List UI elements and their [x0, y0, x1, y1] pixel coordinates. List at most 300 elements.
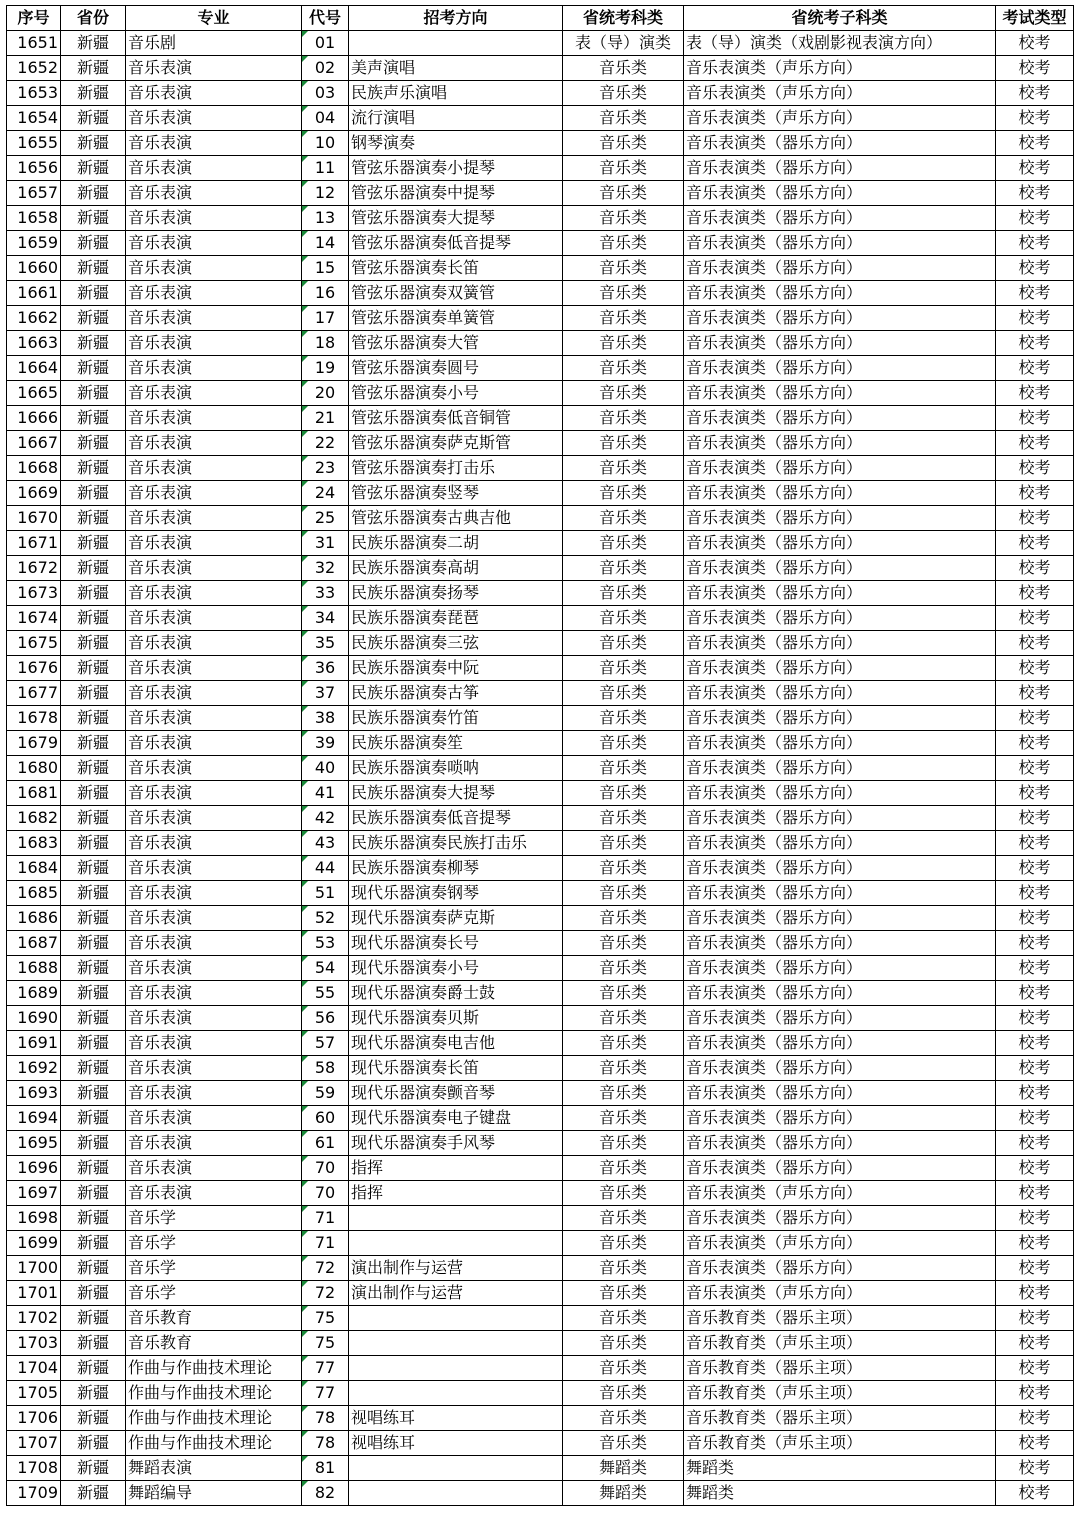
cell-major: 音乐表演 [126, 706, 302, 731]
cell-direction: 管弦乐器演奏低音提琴 [349, 231, 563, 256]
cell-major: 音乐表演 [126, 881, 302, 906]
cell-direction [349, 1206, 563, 1231]
cell-category: 音乐类 [563, 981, 684, 1006]
cell-major: 作曲与作曲技术理论 [126, 1431, 302, 1456]
cell-exam-type: 校考 [996, 1481, 1074, 1506]
cell-subcategory: 音乐表演类（器乐方向） [684, 1206, 996, 1231]
cell-subcategory: 音乐表演类（声乐方向） [684, 56, 996, 81]
cell-index: 1673 [7, 581, 61, 606]
cell-code: 21 [302, 406, 349, 431]
cell-index: 1669 [7, 481, 61, 506]
cell-direction: 指挥 [349, 1181, 563, 1206]
cell-province: 新疆 [61, 1156, 126, 1181]
cell-index: 1662 [7, 306, 61, 331]
cell-exam-type: 校考 [996, 1256, 1074, 1281]
cell-category: 音乐类 [563, 1131, 684, 1156]
cell-province: 新疆 [61, 981, 126, 1006]
cell-province: 新疆 [61, 1381, 126, 1406]
cell-major: 音乐表演 [126, 956, 302, 981]
cell-direction [349, 1481, 563, 1506]
cell-direction: 现代乐器演奏长笛 [349, 1056, 563, 1081]
table-row [7, 1106, 1074, 1131]
cell-code: 32 [302, 556, 349, 581]
cell-subcategory: 音乐教育类（器乐主项） [684, 1406, 996, 1431]
table-row [7, 706, 1074, 731]
cell-direction: 管弦乐器演奏打击乐 [349, 456, 563, 481]
cell-exam-type: 校考 [996, 1156, 1074, 1181]
cell-subcategory: 音乐表演类（器乐方向） [684, 1256, 996, 1281]
cell-province: 新疆 [61, 456, 126, 481]
table-row [7, 31, 1074, 56]
cell-direction: 流行演唱 [349, 106, 563, 131]
cell-subcategory: 音乐表演类（器乐方向） [684, 206, 996, 231]
cell-category: 音乐类 [563, 1056, 684, 1081]
cell-code: 75 [302, 1331, 349, 1356]
cell-code: 20 [302, 381, 349, 406]
cell-province: 新疆 [61, 881, 126, 906]
cell-exam-type: 校考 [996, 1456, 1074, 1481]
table-row [7, 106, 1074, 131]
cell-category: 音乐类 [563, 281, 684, 306]
cell-major: 音乐表演 [126, 456, 302, 481]
table-row [7, 1456, 1074, 1481]
cell-index: 1694 [7, 1106, 61, 1131]
cell-category: 音乐类 [563, 531, 684, 556]
table-row [7, 656, 1074, 681]
cell-code: 04 [302, 106, 349, 131]
cell-direction: 民族乐器演奏古筝 [349, 681, 563, 706]
cell-province: 新疆 [61, 231, 126, 256]
table-row [7, 181, 1074, 206]
cell-exam-type: 校考 [996, 656, 1074, 681]
cell-index: 1679 [7, 731, 61, 756]
cell-code: 35 [302, 631, 349, 656]
cell-subcategory: 音乐表演类（器乐方向） [684, 231, 996, 256]
table-row [7, 581, 1074, 606]
cell-subcategory: 音乐表演类（器乐方向） [684, 1106, 996, 1131]
cell-category: 音乐类 [563, 781, 684, 806]
cell-code: 70 [302, 1181, 349, 1206]
cell-subcategory: 音乐表演类（器乐方向） [684, 931, 996, 956]
cell-category: 音乐类 [563, 181, 684, 206]
cell-province: 新疆 [61, 856, 126, 881]
cell-direction: 民族乐器演奏三弦 [349, 631, 563, 656]
table-row [7, 1406, 1074, 1431]
cell-major: 音乐表演 [126, 306, 302, 331]
cell-code: 17 [302, 306, 349, 331]
table-row [7, 1231, 1074, 1256]
cell-category: 音乐类 [563, 606, 684, 631]
cell-direction: 现代乐器演奏钢琴 [349, 881, 563, 906]
cell-category: 音乐类 [563, 706, 684, 731]
cell-index: 1682 [7, 806, 61, 831]
cell-index: 1668 [7, 456, 61, 481]
cell-province: 新疆 [61, 281, 126, 306]
cell-exam-type: 校考 [996, 731, 1074, 756]
cell-province: 新疆 [61, 1181, 126, 1206]
cell-province: 新疆 [61, 1256, 126, 1281]
cell-index: 1701 [7, 1281, 61, 1306]
table-row [7, 381, 1074, 406]
cell-province: 新疆 [61, 81, 126, 106]
cell-index: 1706 [7, 1406, 61, 1431]
cell-major: 音乐表演 [126, 356, 302, 381]
cell-index: 1677 [7, 681, 61, 706]
cell-exam-type: 校考 [996, 1081, 1074, 1106]
cell-code: 14 [302, 231, 349, 256]
cell-subcategory: 音乐表演类（声乐方向） [684, 1181, 996, 1206]
cell-province: 新疆 [61, 1281, 126, 1306]
table-row [7, 1306, 1074, 1331]
cell-code: 36 [302, 656, 349, 681]
cell-code: 71 [302, 1206, 349, 1231]
cell-major: 音乐表演 [126, 506, 302, 531]
cell-category: 音乐类 [563, 1231, 684, 1256]
cell-direction [349, 1456, 563, 1481]
cell-code: 58 [302, 1056, 349, 1081]
table-row [7, 1131, 1074, 1156]
cell-subcategory: 音乐表演类（器乐方向） [684, 306, 996, 331]
cell-province: 新疆 [61, 1131, 126, 1156]
cell-major: 音乐表演 [126, 731, 302, 756]
cell-province: 新疆 [61, 656, 126, 681]
cell-code: 44 [302, 856, 349, 881]
cell-code: 03 [302, 81, 349, 106]
cell-subcategory: 音乐表演类（器乐方向） [684, 756, 996, 781]
cell-province: 新疆 [61, 106, 126, 131]
cell-category: 音乐类 [563, 656, 684, 681]
cell-exam-type: 校考 [996, 1131, 1074, 1156]
cell-subcategory: 音乐表演类（器乐方向） [684, 506, 996, 531]
table-row [7, 281, 1074, 306]
cell-major: 音乐表演 [126, 631, 302, 656]
cell-index: 1657 [7, 181, 61, 206]
cell-major: 音乐学 [126, 1256, 302, 1281]
cell-province: 新疆 [61, 156, 126, 181]
cell-index: 1675 [7, 631, 61, 656]
table-row [7, 1281, 1074, 1306]
table-row [7, 856, 1074, 881]
cell-province: 新疆 [61, 506, 126, 531]
cell-code: 18 [302, 331, 349, 356]
cell-exam-type: 校考 [996, 531, 1074, 556]
cell-province: 新疆 [61, 306, 126, 331]
cell-direction: 民族乐器演奏竹笛 [349, 706, 563, 731]
cell-major: 音乐表演 [126, 1006, 302, 1031]
header-category: 省统考科类 [563, 6, 684, 31]
cell-subcategory: 音乐表演类（声乐方向） [684, 1281, 996, 1306]
cell-direction: 管弦乐器演奏双簧管 [349, 281, 563, 306]
table-row [7, 1156, 1074, 1181]
cell-subcategory: 音乐表演类（器乐方向） [684, 381, 996, 406]
cell-category: 音乐类 [563, 1181, 684, 1206]
cell-code: 60 [302, 1106, 349, 1131]
cell-major: 音乐表演 [126, 1081, 302, 1106]
cell-exam-type: 校考 [996, 1031, 1074, 1056]
cell-index: 1689 [7, 981, 61, 1006]
cell-category: 音乐类 [563, 1081, 684, 1106]
cell-subcategory: 音乐表演类（器乐方向） [684, 1031, 996, 1056]
cell-province: 新疆 [61, 1306, 126, 1331]
table-row [7, 681, 1074, 706]
cell-code: 41 [302, 781, 349, 806]
cell-category: 音乐类 [563, 131, 684, 156]
cell-code: 43 [302, 831, 349, 856]
cell-direction: 现代乐器演奏小号 [349, 956, 563, 981]
cell-province: 新疆 [61, 1231, 126, 1256]
header-code: 代号 [302, 6, 349, 31]
cell-subcategory: 音乐教育类（声乐主项） [684, 1431, 996, 1456]
cell-province: 新疆 [61, 406, 126, 431]
cell-direction [349, 1306, 563, 1331]
cell-category: 音乐类 [563, 956, 684, 981]
cell-direction: 管弦乐器演奏萨克斯管 [349, 431, 563, 456]
cell-category: 音乐类 [563, 556, 684, 581]
cell-category: 音乐类 [563, 1006, 684, 1031]
table-body [7, 31, 1074, 1506]
cell-index: 1695 [7, 1131, 61, 1156]
cell-code: 33 [302, 581, 349, 606]
cell-province: 新疆 [61, 431, 126, 456]
cell-exam-type: 校考 [996, 581, 1074, 606]
cell-province: 新疆 [61, 681, 126, 706]
cell-direction: 管弦乐器演奏单簧管 [349, 306, 563, 331]
cell-direction: 管弦乐器演奏大提琴 [349, 206, 563, 231]
cell-major: 音乐表演 [126, 156, 302, 181]
cell-subcategory: 音乐表演类（声乐方向） [684, 106, 996, 131]
cell-subcategory: 音乐表演类（器乐方向） [684, 831, 996, 856]
cell-major: 音乐表演 [126, 581, 302, 606]
cell-category: 音乐类 [563, 1306, 684, 1331]
table-row [7, 556, 1074, 581]
cell-index: 1660 [7, 256, 61, 281]
cell-major: 音乐表演 [126, 931, 302, 956]
cell-index: 1704 [7, 1356, 61, 1381]
cell-code: 75 [302, 1306, 349, 1331]
table-row [7, 206, 1074, 231]
cell-province: 新疆 [61, 1431, 126, 1456]
cell-index: 1653 [7, 81, 61, 106]
cell-major: 音乐表演 [126, 606, 302, 631]
cell-exam-type: 校考 [996, 556, 1074, 581]
cell-code: 12 [302, 181, 349, 206]
table-row [7, 1006, 1074, 1031]
cell-subcategory: 音乐表演类（器乐方向） [684, 281, 996, 306]
cell-subcategory: 音乐教育类（声乐主项） [684, 1381, 996, 1406]
cell-province: 新疆 [61, 956, 126, 981]
cell-major: 音乐学 [126, 1206, 302, 1231]
cell-exam-type: 校考 [996, 281, 1074, 306]
cell-exam-type: 校考 [996, 806, 1074, 831]
table-row [7, 331, 1074, 356]
cell-province: 新疆 [61, 581, 126, 606]
cell-index: 1699 [7, 1231, 61, 1256]
cell-category: 音乐类 [563, 256, 684, 281]
cell-index: 1681 [7, 781, 61, 806]
cell-index: 1670 [7, 506, 61, 531]
cell-province: 新疆 [61, 1481, 126, 1506]
cell-code: 10 [302, 131, 349, 156]
cell-code: 55 [302, 981, 349, 1006]
cell-major: 音乐表演 [126, 1056, 302, 1081]
cell-direction: 现代乐器演奏爵士鼓 [349, 981, 563, 1006]
cell-direction: 指挥 [349, 1156, 563, 1181]
cell-province: 新疆 [61, 1331, 126, 1356]
cell-code: 37 [302, 681, 349, 706]
cell-index: 1674 [7, 606, 61, 631]
cell-major: 音乐表演 [126, 81, 302, 106]
cell-code: 59 [302, 1081, 349, 1106]
cell-subcategory: 音乐表演类（器乐方向） [684, 781, 996, 806]
table-row [7, 506, 1074, 531]
cell-index: 1697 [7, 1181, 61, 1206]
cell-subcategory: 音乐表演类（器乐方向） [684, 731, 996, 756]
cell-index: 1652 [7, 56, 61, 81]
cell-category: 音乐类 [563, 906, 684, 931]
cell-major: 音乐表演 [126, 281, 302, 306]
cell-direction: 美声演唱 [349, 56, 563, 81]
cell-exam-type: 校考 [996, 856, 1074, 881]
table-row [7, 881, 1074, 906]
cell-category: 音乐类 [563, 731, 684, 756]
cell-exam-type: 校考 [996, 881, 1074, 906]
cell-subcategory: 音乐教育类（器乐主项） [684, 1306, 996, 1331]
cell-exam-type: 校考 [996, 81, 1074, 106]
cell-direction: 民族乐器演奏扬琴 [349, 581, 563, 606]
cell-province: 新疆 [61, 381, 126, 406]
table-row [7, 131, 1074, 156]
cell-category: 音乐类 [563, 1381, 684, 1406]
table-row [7, 1081, 1074, 1106]
cell-index: 1655 [7, 131, 61, 156]
cell-exam-type: 校考 [996, 831, 1074, 856]
cell-code: 38 [302, 706, 349, 731]
cell-direction [349, 1356, 563, 1381]
cell-province: 新疆 [61, 181, 126, 206]
cell-category: 音乐类 [563, 56, 684, 81]
cell-category: 音乐类 [563, 1106, 684, 1131]
cell-major: 音乐表演 [126, 131, 302, 156]
cell-exam-type: 校考 [996, 31, 1074, 56]
cell-exam-type: 校考 [996, 506, 1074, 531]
table-row [7, 931, 1074, 956]
table-row [7, 1031, 1074, 1056]
cell-direction: 民族乐器演奏中阮 [349, 656, 563, 681]
cell-exam-type: 校考 [996, 406, 1074, 431]
cell-exam-type: 校考 [996, 1431, 1074, 1456]
cell-exam-type: 校考 [996, 456, 1074, 481]
cell-province: 新疆 [61, 256, 126, 281]
cell-major: 音乐表演 [126, 431, 302, 456]
cell-index: 1707 [7, 1431, 61, 1456]
cell-index: 1705 [7, 1381, 61, 1406]
header-direction: 招考方向 [349, 6, 563, 31]
cell-category: 音乐类 [563, 406, 684, 431]
cell-code: 71 [302, 1231, 349, 1256]
cell-category: 音乐类 [563, 931, 684, 956]
cell-code: 40 [302, 756, 349, 781]
cell-category: 音乐类 [563, 581, 684, 606]
cell-direction: 现代乐器演奏长号 [349, 931, 563, 956]
cell-code: 57 [302, 1031, 349, 1056]
cell-index: 1684 [7, 856, 61, 881]
cell-province: 新疆 [61, 531, 126, 556]
table-row [7, 1381, 1074, 1406]
cell-subcategory: 舞蹈类 [684, 1481, 996, 1506]
cell-index: 1663 [7, 331, 61, 356]
cell-major: 作曲与作曲技术理论 [126, 1381, 302, 1406]
cell-province: 新疆 [61, 206, 126, 231]
cell-major: 音乐剧 [126, 31, 302, 56]
header-subcategory: 省统考子科类 [684, 6, 996, 31]
cell-province: 新疆 [61, 1456, 126, 1481]
cell-major: 舞蹈编导 [126, 1481, 302, 1506]
cell-major: 音乐表演 [126, 406, 302, 431]
cell-direction: 管弦乐器演奏小提琴 [349, 156, 563, 181]
cell-major: 音乐表演 [126, 1131, 302, 1156]
header-row [7, 6, 1074, 31]
table-row [7, 906, 1074, 931]
cell-category: 音乐类 [563, 1156, 684, 1181]
cell-code: 70 [302, 1156, 349, 1181]
cell-index: 1664 [7, 356, 61, 381]
table-row [7, 1356, 1074, 1381]
cell-exam-type: 校考 [996, 1231, 1074, 1256]
cell-major: 音乐表演 [126, 831, 302, 856]
cell-direction: 民族乐器演奏二胡 [349, 531, 563, 556]
cell-exam-type: 校考 [996, 106, 1074, 131]
cell-category: 音乐类 [563, 1331, 684, 1356]
cell-province: 新疆 [61, 1006, 126, 1031]
cell-major: 音乐表演 [126, 781, 302, 806]
cell-code: 82 [302, 1481, 349, 1506]
cell-code: 78 [302, 1406, 349, 1431]
cell-major: 音乐表演 [126, 181, 302, 206]
cell-major: 音乐表演 [126, 681, 302, 706]
cell-code: 56 [302, 1006, 349, 1031]
cell-exam-type: 校考 [996, 331, 1074, 356]
table-row [7, 456, 1074, 481]
cell-exam-type: 校考 [996, 181, 1074, 206]
cell-province: 新疆 [61, 756, 126, 781]
cell-category: 音乐类 [563, 231, 684, 256]
cell-category: 音乐类 [563, 356, 684, 381]
cell-exam-type: 校考 [996, 931, 1074, 956]
cell-subcategory: 音乐表演类（器乐方向） [684, 956, 996, 981]
cell-subcategory: 音乐教育类（器乐主项） [684, 1356, 996, 1381]
cell-index: 1676 [7, 656, 61, 681]
cell-code: 11 [302, 156, 349, 181]
cell-major: 音乐表演 [126, 481, 302, 506]
cell-exam-type: 校考 [996, 306, 1074, 331]
cell-code: 13 [302, 206, 349, 231]
cell-subcategory: 音乐表演类（器乐方向） [684, 706, 996, 731]
cell-index: 1654 [7, 106, 61, 131]
cell-index: 1678 [7, 706, 61, 731]
cell-province: 新疆 [61, 806, 126, 831]
cell-category: 音乐类 [563, 306, 684, 331]
cell-subcategory: 音乐表演类（器乐方向） [684, 256, 996, 281]
table-row [7, 1431, 1074, 1456]
cell-category: 舞蹈类 [563, 1456, 684, 1481]
cell-subcategory: 音乐教育类（声乐主项） [684, 1331, 996, 1356]
cell-major: 音乐教育 [126, 1331, 302, 1356]
cell-exam-type: 校考 [996, 981, 1074, 1006]
cell-direction [349, 1231, 563, 1256]
cell-category: 音乐类 [563, 481, 684, 506]
cell-subcategory: 表（导）演类（戏剧影视表演方向） [684, 31, 996, 56]
cell-major: 音乐学 [126, 1281, 302, 1306]
